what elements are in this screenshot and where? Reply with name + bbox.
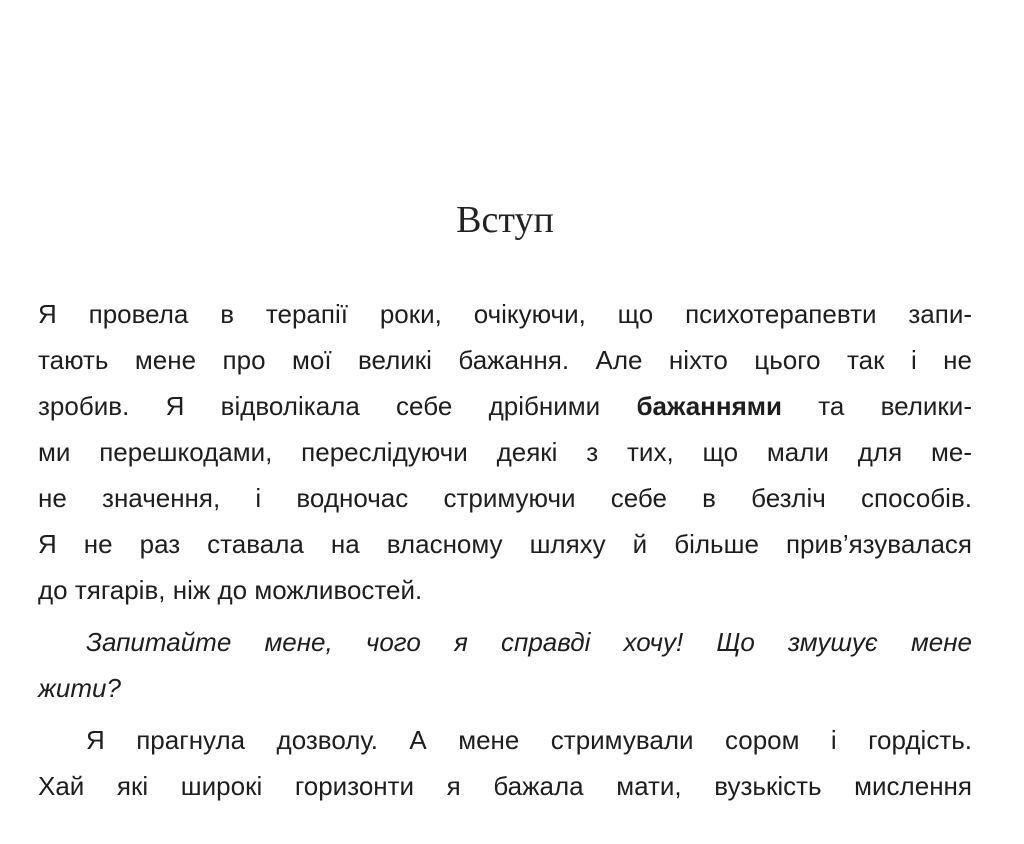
chapter-title: Вступ bbox=[456, 199, 554, 241]
text-line: Запитайте мене, чого я справді хочу! Що змушує мене bbox=[86, 627, 972, 657]
text-line: жити? bbox=[38, 673, 121, 703]
paragraph-1 bbox=[38, 291, 972, 613]
text-fragment: та велики- bbox=[818, 391, 972, 421]
body-text bbox=[38, 291, 972, 809]
text-line bbox=[38, 383, 972, 429]
paragraph-2 bbox=[38, 619, 972, 711]
text-line: Я провела в терапії роки, очікуючи, що психотерапевти запи- bbox=[38, 299, 972, 329]
text-line: не значення, і водночас стримуючи себе в безліч способів. bbox=[38, 483, 972, 513]
text-line: до тягарів, ніж до можливостей. bbox=[38, 575, 423, 605]
paragraph-3 bbox=[38, 717, 972, 809]
text-fragment: зробив. Я відволікала себе дрібними bbox=[38, 391, 601, 421]
text-line: Я не раз ставала на власному шляху й більше прив’язувалася bbox=[38, 529, 972, 559]
emphasized-word: бажаннями bbox=[636, 391, 782, 421]
book-page bbox=[38, 0, 972, 844]
text-line: Я прагнула дозволу. А мене стримували сором і гордість. bbox=[86, 725, 972, 755]
text-line: Хай які широкі горизонти я бажала мати, вузькість мислення bbox=[38, 771, 972, 801]
text-line: тають мене про мої великі бажання. Але ніхто цього так і не bbox=[38, 345, 972, 375]
text-line: ми перешкодами, переслідуючи деякі з тих, що мали для ме- bbox=[38, 437, 972, 467]
